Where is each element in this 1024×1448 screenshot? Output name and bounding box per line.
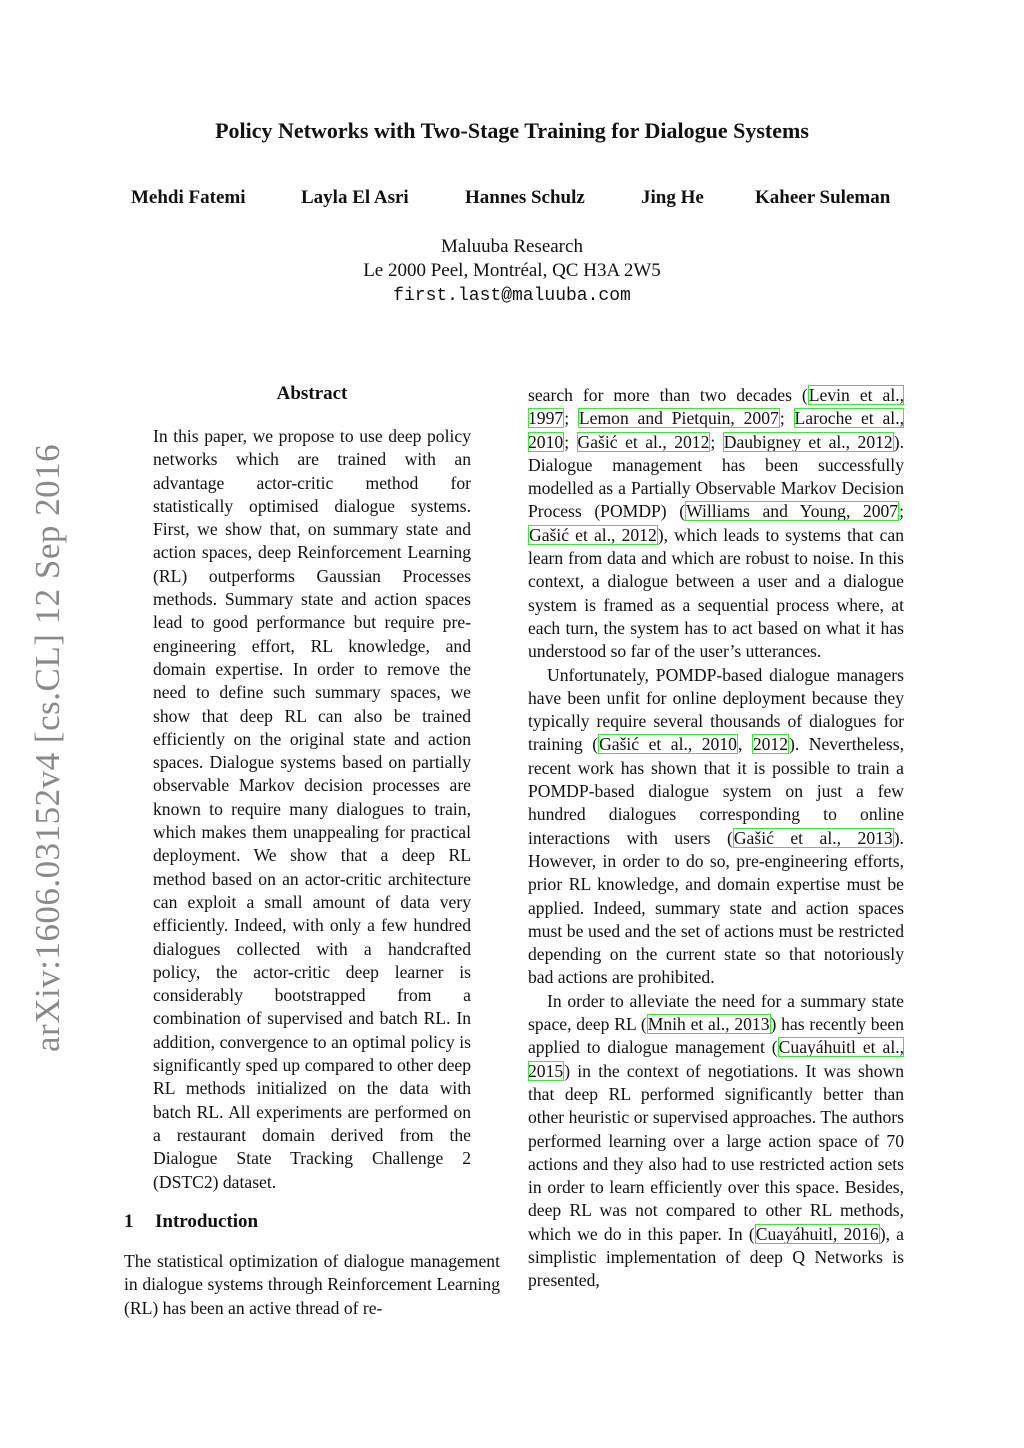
text-run: ) in the context of negotiations. It was shown that deep RL performed significantly better than other heuristic or supervised approaches. The authors performed learning over a large action space of 70 actions and they also had to use restricted action sets in order to learn efficiently over this space. Besides, deep RL was not compared to other RL methods, which we do in this paper. In (	[528, 1060, 904, 1244]
text-run: ), which leads to systems that can learn from data and which are robust to noise. In this context, a dialogue between a user and a dialogue system is framed as a sequential process where, at each turn, the system has to act based on what it has understood so far of the user’s utterances.	[528, 524, 905, 662]
intro-paragraph-1	[528, 384, 904, 664]
abstract-body	[153, 425, 471, 1194]
affiliation-address: Le 2000 Peel, Montréal, QC H3A 2W5	[363, 260, 661, 281]
paper-title: Policy Networks with Two-Stage Training for Dialogue Systems	[215, 118, 809, 143]
text-run: ). Nevertheless, recent work has shown that it is possible to train a POMDP-based dialogue system on just a few hundred dialogues corresponding to online interactions with users (	[528, 734, 904, 848]
arxiv-stamp: arXiv:1606.03152v4 [cs.CL] 12 Sep 2016	[28, 443, 67, 1052]
author-3: Hannes Schulz	[465, 187, 585, 208]
author-1: Mehdi Fatemi	[131, 187, 246, 208]
citation-link[interactable]: Cuayáhuitl, 2016	[755, 1223, 879, 1244]
citation-link[interactable]: Gašić et al., 2013	[733, 827, 893, 848]
citation-link[interactable]: Gašić et al., 2012	[577, 431, 710, 452]
intro-left-body	[124, 1250, 500, 1320]
author-4: Jing He	[641, 187, 704, 208]
citation-link[interactable]: Williams and Young, 2007	[686, 501, 899, 522]
text-run: In order to alleviate the need for a summary state space, deep RL (	[528, 990, 904, 1035]
text-run: ;	[564, 431, 577, 452]
text-run: ,	[737, 734, 752, 755]
abstract-heading: Abstract	[276, 383, 348, 404]
section-title: Introduction	[155, 1211, 259, 1232]
citation-link[interactable]: Daubigney et al., 2012	[723, 431, 893, 452]
section-number: 1	[124, 1211, 134, 1232]
citation-link[interactable]: Gašić et al., 2012	[529, 524, 657, 545]
text-run: ;	[779, 408, 794, 429]
text-run: ). However, in order to do so, pre-engineering efforts, prior RL knowledge, and domain expertise must be applied. Indeed, summary state and action spaces must be used and the set of actions must be restricted depending on the current state so that notoriously bad actions are prohibited.	[528, 827, 904, 988]
text-run: ), a simplistic implementation of deep Q Networks is presented,	[528, 1223, 904, 1291]
abstract-text: In this paper, we propose to use deep policy networks which are trained with an advantage actor-critic method for statistically optimised dialogue systems. First, we show that, on summary state and action spaces, deep Reinforcement Learning (RL) outperforms Gaussian Processes methods. Summary state and action spaces lead to good performance but require pre-engineering effort, RL knowledge, and domain expertise. In order to remove the need to define such summary spaces, we show that deep RL can also be trained efficiently on the original state and action spaces. Dialogue systems based on partially observable Markov decision processes are known to require many dialogues to train, which makes them unappealing for practical deployment. We show that a deep RL method based on an actor-critic architecture can exploit a small amount of data very efficiently. Indeed, with only a few hundred dialogues collected with a handcrafted policy, the actor-critic deep learner is considerably bootstrapped from a combination of supervised and batch RL. In addition, convergence to an optimal policy is significantly sped up compared to other deep RL methods initialized on the data with batch RL. All experiments are performed on a restaurant domain derived from the Dialogue State Tracking Challenge 2 (DSTC2) dataset.	[153, 426, 471, 1192]
text-run: ;	[899, 501, 904, 522]
intro-paragraph-2	[528, 664, 904, 990]
affiliation-email[interactable]: first.last@maluuba.com	[393, 286, 631, 306]
citation-link[interactable]: Mnih et al., 2013	[647, 1014, 770, 1035]
text-run: ;	[564, 408, 578, 429]
text-run: search for more than two decades (	[528, 385, 808, 405]
author-2: Layla El Asri	[301, 187, 409, 208]
affiliation-org: Maluuba Research	[441, 236, 583, 257]
text-run: ;	[710, 431, 723, 452]
intro-right-body	[528, 384, 904, 1293]
section-heading-introduction	[124, 1211, 258, 1233]
intro-paragraph-start: The statistical optimization of dialogue management in dialogue systems through Reinforcement Learning (RL) has been an active thread of re-	[124, 1251, 500, 1318]
citation-link[interactable]: Levin et al., 1997	[528, 385, 904, 429]
intro-paragraph-3	[528, 990, 904, 1293]
citation-link[interactable]: Lemon and Pietquin, 2007	[578, 408, 779, 429]
author-5: Kaheer Suleman	[755, 187, 891, 208]
citation-link[interactable]: Laroche et al., 2010	[528, 408, 904, 452]
text-run: ). Dialogue management has been successfully modelled as a Partially Observable Markov Decision Process (POMDP) (	[528, 431, 904, 522]
text-run: Unfortunately, POMDP-based dialogue managers have been unfit for online deployment because they typically require several thousands of dialogues for training (	[528, 664, 904, 755]
citation-link[interactable]: Cuayáhuitl et al., 2015	[528, 1037, 904, 1081]
citation-link[interactable]: 2012	[752, 734, 788, 755]
citation-link[interactable]: Gašić et al., 2010	[599, 734, 737, 755]
text-run: ) has recently been applied to dialogue management (	[528, 1014, 905, 1058]
